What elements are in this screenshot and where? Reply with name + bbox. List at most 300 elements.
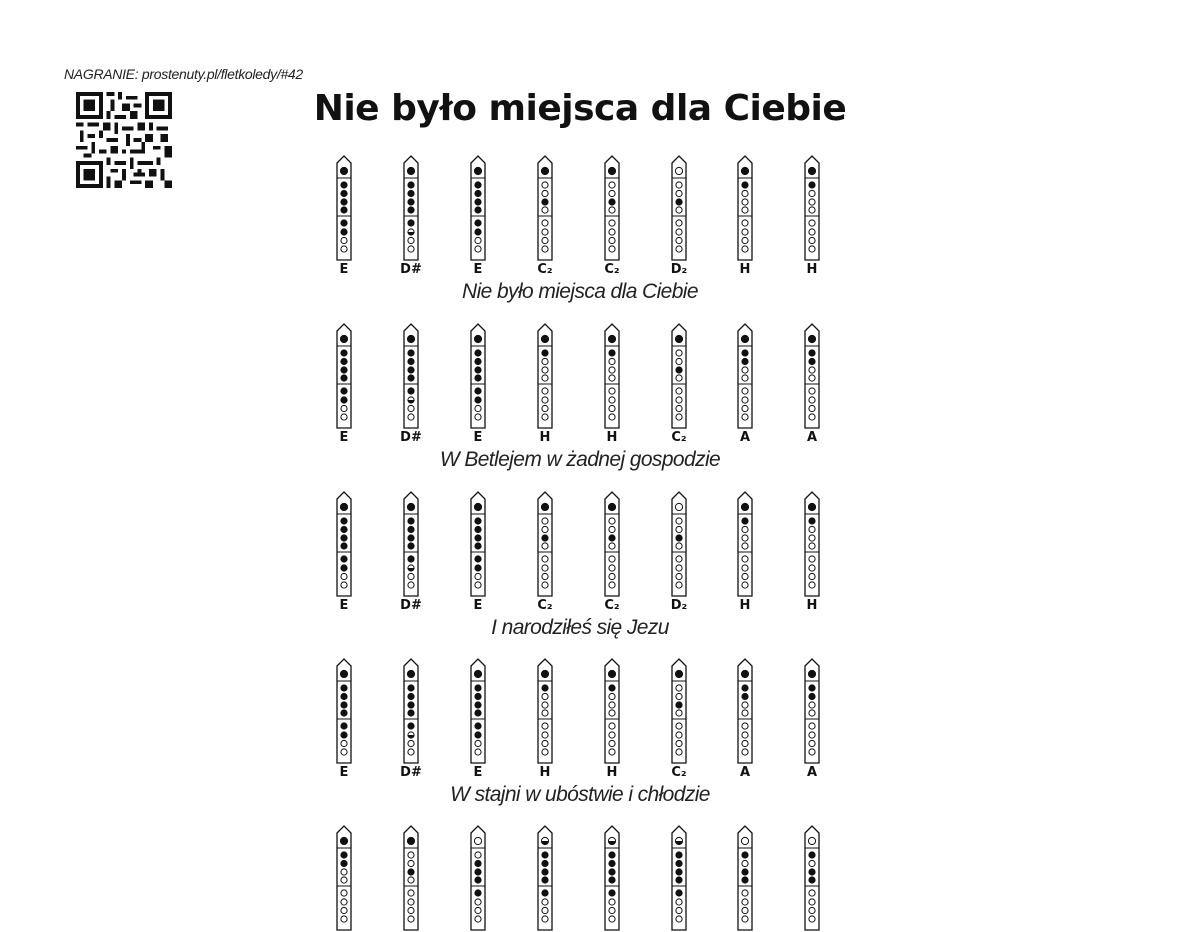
hole-open [742, 710, 748, 716]
hole-open [809, 526, 815, 532]
hole-open [676, 543, 682, 549]
hole-open [609, 237, 615, 243]
hole-open [676, 358, 682, 364]
hole-open [475, 852, 481, 858]
hole-open [542, 899, 548, 905]
hole-closed [609, 199, 615, 205]
hole-closed [542, 869, 548, 875]
hole-closed [742, 685, 748, 691]
note-cell [725, 488, 765, 613]
hole-open [676, 518, 682, 524]
note-name: E [339, 430, 349, 445]
hole-closed [474, 503, 481, 510]
hole-open [341, 573, 347, 579]
hole-closed [742, 518, 748, 524]
hole-open [341, 246, 347, 252]
hole-closed [341, 358, 347, 364]
recorder-fingering-icon [458, 488, 498, 598]
hole-closed [608, 167, 615, 174]
hole-closed [542, 535, 548, 541]
hole-closed [475, 190, 481, 196]
note-cell [458, 488, 498, 613]
hole-open [542, 414, 548, 420]
hole-closed [541, 167, 548, 174]
hole-closed [541, 503, 548, 510]
hole-open [809, 220, 815, 226]
hole-open [742, 397, 748, 403]
recorder-fingering-icon [525, 152, 565, 262]
recorder-fingering-icon [725, 655, 765, 765]
hole-closed [341, 710, 347, 716]
hole-open [675, 167, 682, 174]
hole-open [341, 740, 347, 746]
recorder-fingering-icon [659, 488, 699, 598]
note-name: H [606, 430, 618, 445]
hole-closed [475, 890, 481, 896]
hole-open [408, 907, 414, 913]
hole-open [341, 877, 347, 883]
hole-open [809, 199, 815, 205]
hole-closed [408, 190, 414, 196]
hole-open [742, 246, 748, 252]
hole-open [609, 182, 615, 188]
hole-open [542, 190, 548, 196]
hole-open [676, 899, 682, 905]
hole-closed [809, 182, 815, 188]
hole-closed [675, 670, 682, 677]
hole-open [742, 207, 748, 213]
hole-closed [741, 503, 748, 510]
hole-open [609, 916, 615, 922]
hole-open [609, 246, 615, 252]
note-cell [792, 655, 832, 780]
hole-open [542, 907, 548, 913]
hole-open [809, 573, 815, 579]
note-name: C₂ [537, 262, 553, 277]
hole-closed [742, 350, 748, 356]
note-name: H [539, 765, 551, 780]
hole-closed [676, 852, 682, 858]
note-cell [324, 822, 364, 932]
recorder-fingering-icon [391, 320, 431, 430]
hole-open [676, 220, 682, 226]
hole-closed [742, 852, 748, 858]
hole-open [676, 582, 682, 588]
note-name: H [739, 598, 751, 613]
hole-open [809, 388, 815, 394]
note-cell [725, 822, 765, 932]
note-name: D# [400, 430, 422, 445]
hole-open [742, 573, 748, 579]
note-cell [725, 655, 765, 780]
hole-closed [341, 518, 347, 524]
hole-open [542, 573, 548, 579]
hole-closed [809, 869, 815, 875]
hole-open [609, 899, 615, 905]
hole-closed [609, 869, 615, 875]
hole-open [542, 702, 548, 708]
recorder-fingering-icon [792, 152, 832, 262]
hole-open [609, 556, 615, 562]
hole-closed [542, 890, 548, 896]
hole-closed [475, 375, 481, 381]
hole-closed [341, 350, 347, 356]
hole-open [676, 414, 682, 420]
hole-closed [809, 693, 815, 699]
note-cell [525, 655, 565, 780]
hole-open [742, 526, 748, 532]
note-cell [659, 152, 699, 277]
hole-open [676, 526, 682, 532]
hole-closed [341, 229, 347, 235]
hole-open [676, 388, 682, 394]
hole-open [809, 899, 815, 905]
hole-closed [608, 670, 615, 677]
hole-closed [809, 685, 815, 691]
hole-open [809, 860, 815, 866]
hole-open [542, 693, 548, 699]
recorder-fingering-icon [391, 152, 431, 262]
hole-closed [475, 358, 481, 364]
hole-closed [808, 503, 815, 510]
hole-open [809, 246, 815, 252]
hole-closed [475, 565, 481, 571]
note-name: H [539, 430, 551, 445]
hole-closed [340, 670, 347, 677]
note-name: A [739, 430, 751, 445]
hole-closed [408, 375, 414, 381]
note-cell [659, 488, 699, 613]
note-cell [391, 655, 431, 780]
hole-open [475, 405, 481, 411]
hole-open [474, 837, 481, 844]
recorder-fingering-icon [592, 320, 632, 430]
hole-open [808, 837, 815, 844]
note-name: E [473, 598, 483, 613]
hole-closed [609, 890, 615, 896]
hole-open [676, 350, 682, 356]
hole-open [408, 573, 414, 579]
note-cell [458, 822, 498, 932]
recorder-fingering-icon [458, 822, 498, 932]
hole-open [742, 890, 748, 896]
hole-closed [408, 556, 414, 562]
hole-closed [542, 199, 548, 205]
hole-open [742, 414, 748, 420]
hole-open [742, 199, 748, 205]
recorder-fingering-icon [324, 152, 364, 262]
hole-open [609, 573, 615, 579]
hole-open [542, 732, 548, 738]
hole-closed [609, 535, 615, 541]
recorder-fingering-icon [592, 152, 632, 262]
note-name: D# [400, 765, 422, 780]
hole-closed [809, 852, 815, 858]
hole-closed [808, 670, 815, 677]
hole-closed [742, 877, 748, 883]
hole-closed [676, 702, 682, 708]
hole-open [676, 723, 682, 729]
hole-closed [340, 335, 347, 342]
hole-closed [408, 199, 414, 205]
hole-closed [542, 685, 548, 691]
note-cell [391, 320, 431, 445]
hole-open [475, 740, 481, 746]
hole-open [609, 582, 615, 588]
hole-closed [542, 350, 548, 356]
hole-open [809, 907, 815, 913]
hole-open [542, 367, 548, 373]
hole-open [676, 693, 682, 699]
note-cell [725, 320, 765, 445]
hole-open [676, 573, 682, 579]
recorder-fingering-icon [458, 320, 498, 430]
recorder-fingering-icon [391, 655, 431, 765]
note-cell [592, 488, 632, 613]
hole-closed [742, 869, 748, 875]
hole-closed [341, 182, 347, 188]
note-name: D# [400, 262, 422, 277]
hole-open [609, 405, 615, 411]
hole-open [341, 582, 347, 588]
hole-open [676, 397, 682, 403]
hole-closed [608, 335, 615, 342]
note-name: C₂ [537, 598, 553, 613]
hole-open [809, 535, 815, 541]
hole-closed [475, 685, 481, 691]
note-cell [458, 320, 498, 445]
hole-closed [340, 837, 347, 844]
hole-closed [408, 702, 414, 708]
note-cell [659, 655, 699, 780]
hole-open [341, 749, 347, 755]
hole-open [742, 229, 748, 235]
hole-open [742, 723, 748, 729]
hole-closed [408, 367, 414, 373]
hole-closed [341, 199, 347, 205]
hole-open [475, 916, 481, 922]
hole-closed [341, 702, 347, 708]
note-name: D₂ [670, 598, 688, 613]
hole-open [742, 732, 748, 738]
recorder-fingering-icon [458, 152, 498, 262]
hole-closed [408, 723, 414, 729]
hole-closed [475, 702, 481, 708]
hole-closed [475, 182, 481, 188]
hole-closed [474, 335, 481, 342]
hole-open [609, 229, 615, 235]
hole-open [742, 190, 748, 196]
note-name: A [739, 765, 751, 780]
note-cell [792, 488, 832, 613]
hole-closed [609, 860, 615, 866]
hole-open [542, 388, 548, 394]
hole-open [809, 723, 815, 729]
hole-open [809, 237, 815, 243]
hole-closed [475, 388, 481, 394]
hole-closed [475, 535, 481, 541]
note-name: H [739, 262, 751, 277]
hole-open [408, 860, 414, 866]
hole-open [742, 405, 748, 411]
note-name: E [339, 262, 349, 277]
note-cell [592, 320, 632, 445]
recorder-fingering-icon [792, 488, 832, 598]
hole-closed [475, 723, 481, 729]
hole-closed [475, 350, 481, 356]
hole-closed [475, 526, 481, 532]
hole-open [408, 414, 414, 420]
hole-closed [475, 229, 481, 235]
hole-open [676, 710, 682, 716]
hole-closed [408, 869, 414, 875]
hole-closed [340, 503, 347, 510]
recording-link[interactable]: NAGRANIE: prostenuty.pl/fletkoledy/#42 [64, 66, 303, 82]
hole-closed [609, 877, 615, 883]
note-cell [725, 152, 765, 277]
recorder-fingering-icon [659, 320, 699, 430]
hole-closed [341, 565, 347, 571]
hole-closed [741, 335, 748, 342]
hole-open [676, 246, 682, 252]
hole-closed [408, 693, 414, 699]
note-cell [391, 152, 431, 277]
note-cell [792, 152, 832, 277]
hole-open [809, 890, 815, 896]
note-name: A [806, 430, 818, 445]
hole-open [676, 405, 682, 411]
hole-open [542, 246, 548, 252]
hole-closed [541, 670, 548, 677]
hole-closed [408, 518, 414, 524]
hole-open [676, 907, 682, 913]
hole-open [609, 358, 615, 364]
hole-closed [676, 869, 682, 875]
note-cell [659, 822, 699, 932]
hole-open [676, 685, 682, 691]
hole-open [542, 237, 548, 243]
note-name: A [806, 765, 818, 780]
hole-open [675, 503, 682, 510]
recorder-fingering-icon [324, 320, 364, 430]
hole-open [676, 916, 682, 922]
hole-open [341, 916, 347, 922]
hole-open [341, 237, 347, 243]
hole-open [542, 916, 548, 922]
recorder-fingering-icon [324, 822, 364, 932]
hole-open [475, 749, 481, 755]
hole-closed [542, 877, 548, 883]
hole-closed [675, 335, 682, 342]
recorder-fingering-icon [659, 655, 699, 765]
hole-open [609, 375, 615, 381]
recorder-fingering-icon [592, 655, 632, 765]
hole-open [408, 246, 414, 252]
note-name: E [339, 598, 349, 613]
recorder-fingering-icon [525, 488, 565, 598]
hole-open [542, 375, 548, 381]
hole-open [809, 749, 815, 755]
hole-closed [475, 869, 481, 875]
hole-open [676, 749, 682, 755]
note-cell [391, 822, 431, 932]
recorder-fingering-icon [525, 655, 565, 765]
hole-open [742, 543, 748, 549]
hole-open [676, 237, 682, 243]
hole-closed [475, 877, 481, 883]
hole-closed [408, 207, 414, 213]
hole-open [809, 414, 815, 420]
hole-closed [609, 852, 615, 858]
hole-open [609, 749, 615, 755]
hole-closed [676, 877, 682, 883]
hole-closed [341, 685, 347, 691]
note-cell [324, 488, 364, 613]
hole-open [609, 565, 615, 571]
hole-closed [408, 388, 414, 394]
hole-open [609, 220, 615, 226]
hole-closed [475, 397, 481, 403]
note-name: D₂ [670, 262, 688, 277]
hole-open [542, 182, 548, 188]
recorder-fingering-icon [458, 655, 498, 765]
hole-closed [742, 693, 748, 699]
hole-closed [475, 860, 481, 866]
hole-open [408, 916, 414, 922]
hole-open [741, 837, 748, 844]
hole-open [408, 877, 414, 883]
note-name: E [473, 430, 483, 445]
hole-open [809, 207, 815, 213]
note-cell [324, 320, 364, 445]
hole-closed [341, 556, 347, 562]
hole-open [809, 916, 815, 922]
hole-open [341, 899, 347, 905]
hole-open [542, 740, 548, 746]
hole-open [609, 702, 615, 708]
hole-closed [475, 693, 481, 699]
hole-open [542, 749, 548, 755]
note-name: D# [400, 598, 422, 613]
hole-open [341, 414, 347, 420]
hole-closed [408, 220, 414, 226]
hole-open [542, 723, 548, 729]
hole-open [542, 526, 548, 532]
hole-closed [341, 693, 347, 699]
recorder-fingering-icon [725, 488, 765, 598]
hole-open [542, 518, 548, 524]
hole-open [809, 710, 815, 716]
hole-closed [809, 877, 815, 883]
recorder-fingering-icon [725, 320, 765, 430]
hole-open [809, 190, 815, 196]
hole-open [676, 190, 682, 196]
hole-open [809, 397, 815, 403]
hole-open [809, 375, 815, 381]
note-name: H [606, 765, 618, 780]
recorder-fingering-icon [525, 320, 565, 430]
hole-closed [808, 335, 815, 342]
hole-closed [341, 723, 347, 729]
hole-open [809, 543, 815, 549]
hole-closed [742, 358, 748, 364]
note-cell [659, 320, 699, 445]
hole-open [742, 375, 748, 381]
note-cell [792, 822, 832, 932]
hole-closed [741, 167, 748, 174]
hole-open [408, 899, 414, 905]
hole-open [609, 740, 615, 746]
